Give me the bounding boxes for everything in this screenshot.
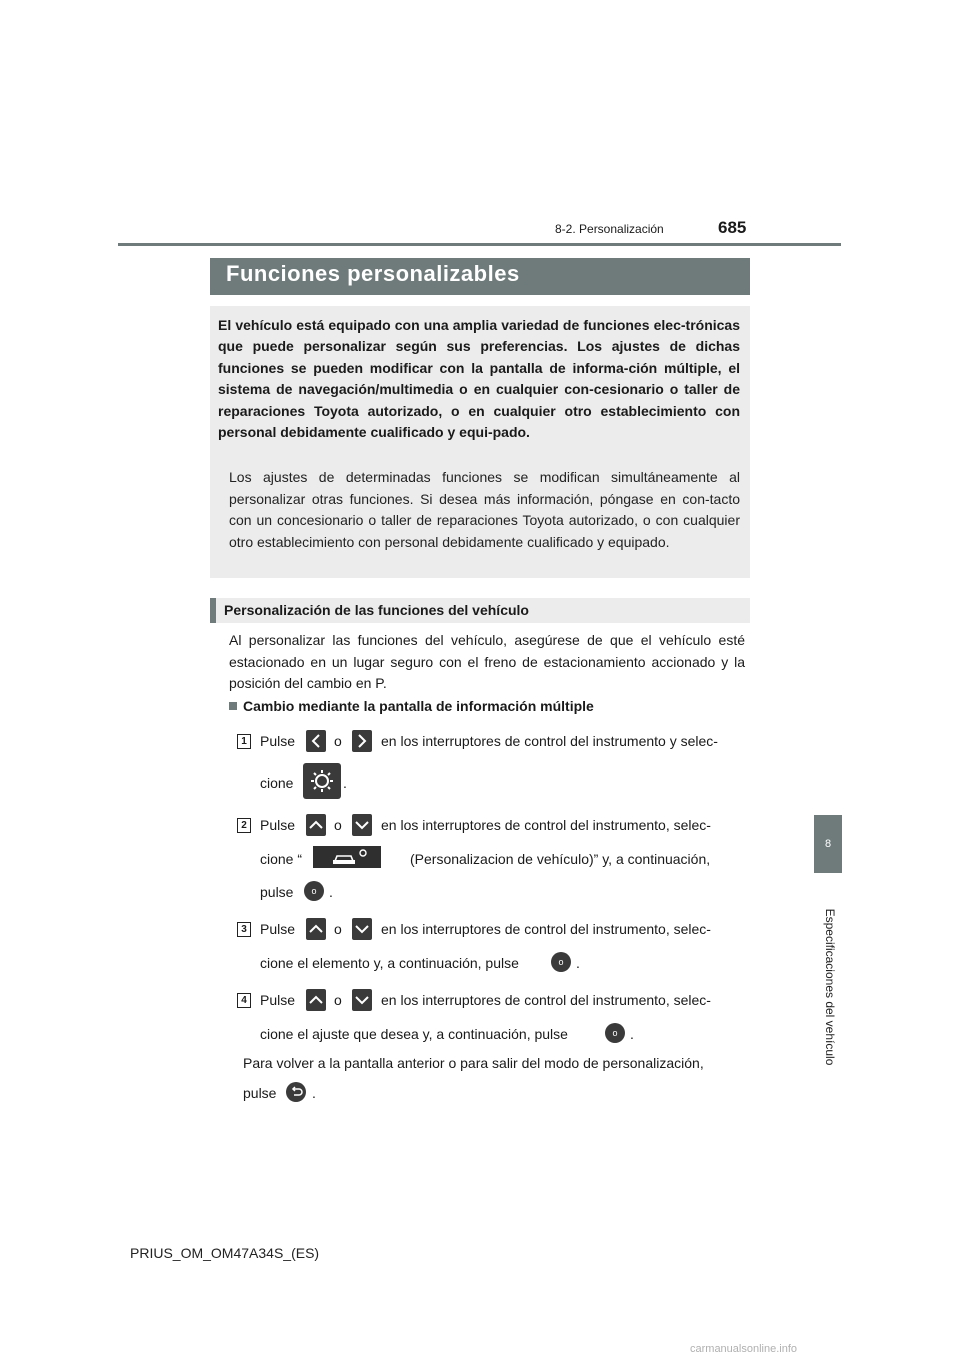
return-note-text: pulse <box>243 1085 277 1101</box>
step-text: Pulse <box>260 733 296 749</box>
step-text: . <box>343 775 347 791</box>
step-text: o <box>334 992 342 1008</box>
footer-code: PRIUS_OM_OM47A34S_(ES) <box>130 1245 320 1261</box>
chapter-label: Especificaciones del vehículo <box>823 908 837 1066</box>
intro-note-text: Los ajustes de determinadas funciones se modifican simultáneamente al personalizar otras funciones. Si desea más información, póngase en con-tacto con un concesionario o taller de reparaciones Toyota autorizado, o con cualquier otro establecimiento con personal debidamente cualificado y equipado. <box>229 469 740 550</box>
step-text: en los interruptores de control del instrumento y selec- <box>381 733 718 749</box>
section-title: Funciones personalizables <box>226 261 520 286</box>
ok-button-icon: o <box>304 881 324 901</box>
intro-box <box>210 306 750 578</box>
step-text: . <box>329 884 333 900</box>
step-text: cione <box>260 775 294 791</box>
step-text: cione el ajuste que desea y, a continuación, pulse <box>260 1026 568 1042</box>
step-text: pulse <box>260 884 294 900</box>
step-text: cione “ <box>260 851 303 867</box>
step-3-line-2 <box>0 955 960 977</box>
step-text: o <box>334 817 342 833</box>
step-number-3: 3 <box>237 922 251 937</box>
step-4-line-1 <box>0 992 960 1014</box>
chapter-tab: 8 <box>814 815 842 873</box>
return-note-text: Para volver a la pantalla anterior o para salir del modo de personalización, <box>243 1055 704 1071</box>
chevron-down-icon <box>352 918 372 940</box>
step-text: en los interruptores de control del instrumento, selec- <box>381 992 711 1008</box>
chevron-up-icon <box>306 814 326 836</box>
step-number-4: 4 <box>237 993 251 1008</box>
section-label: 8-2. Personalización <box>555 222 664 236</box>
vehicle-settings-icon <box>313 846 381 868</box>
chevron-up-icon <box>306 918 326 940</box>
step-2-line-3 <box>0 884 960 906</box>
return-note-line-1 <box>0 1055 960 1077</box>
subheading-bar <box>210 598 750 623</box>
header-rule <box>118 243 841 246</box>
body-paragraph: Al personalizar las funciones del vehículo, asegúrese de que el vehículo esté estacionado en un lugar seguro con el freno de estacionamiento accionado y la posición del cambio en P. <box>229 632 745 691</box>
step-1-line-1 <box>0 733 960 755</box>
return-note-line-2 <box>0 1085 960 1107</box>
settings-gear-icon <box>303 763 341 799</box>
step-text: en los interruptores de control del instrumento, selec- <box>381 921 711 937</box>
chevron-right-icon <box>352 730 372 752</box>
square-bullet-icon <box>229 702 237 710</box>
step-text: (Personalizacion de vehículo)” y, a continuación, <box>410 851 711 867</box>
back-button-icon <box>286 1082 306 1102</box>
step-text: . <box>630 1026 634 1042</box>
step-text: en los interruptores de control del instrumento, selec- <box>381 817 711 833</box>
step-text: cione el elemento y, a continuación, pulse <box>260 955 519 971</box>
chevron-down-icon <box>352 814 372 836</box>
step-2-line-1 <box>0 817 960 839</box>
subheading-title: Personalización de las funciones del vehículo <box>224 602 529 618</box>
page-number: 685 <box>718 218 747 237</box>
step-text: Pulse <box>260 817 296 833</box>
ok-button-icon: o <box>605 1023 625 1043</box>
subheading-accent <box>210 598 216 623</box>
step-number-2: 2 <box>237 818 251 833</box>
step-text: o <box>334 733 342 749</box>
return-note-text: . <box>312 1085 316 1101</box>
section-title-bar <box>210 258 750 295</box>
step-text: Pulse <box>260 992 296 1008</box>
step-text: o <box>334 921 342 937</box>
step-4-line-2 <box>0 1026 960 1048</box>
step-text: Pulse <box>260 921 296 937</box>
watermark: carmanualsonline.info <box>690 1343 798 1355</box>
intro-bold-text: El vehículo está equipado con una amplia variedad de funciones elec-trónicas que puede personalizar según sus preferencias. Los ajustes de dichas funciones se pueden modificar con la pantalla de informa-ción múltiple, el sistema de navegación/multimedia o en cualquier con-cesionario o taller de reparaciones Toyota autorizado, o en cualquier otro establecimiento con personal debidamente cualificado y equi-pado. <box>218 317 740 441</box>
step-number-1: 1 <box>237 734 251 749</box>
step-3-line-1 <box>0 921 960 943</box>
step-text: . <box>576 955 580 971</box>
step-2-line-2 <box>0 851 960 873</box>
bullet-heading-text: Cambio mediante la pantalla de información múltiple <box>243 698 594 714</box>
chevron-down-icon <box>352 989 372 1011</box>
bullet-heading <box>229 698 594 714</box>
chevron-up-icon <box>306 989 326 1011</box>
ok-button-icon: o <box>551 952 571 972</box>
step-1-line-2 <box>0 775 960 797</box>
chevron-left-icon <box>306 730 326 752</box>
